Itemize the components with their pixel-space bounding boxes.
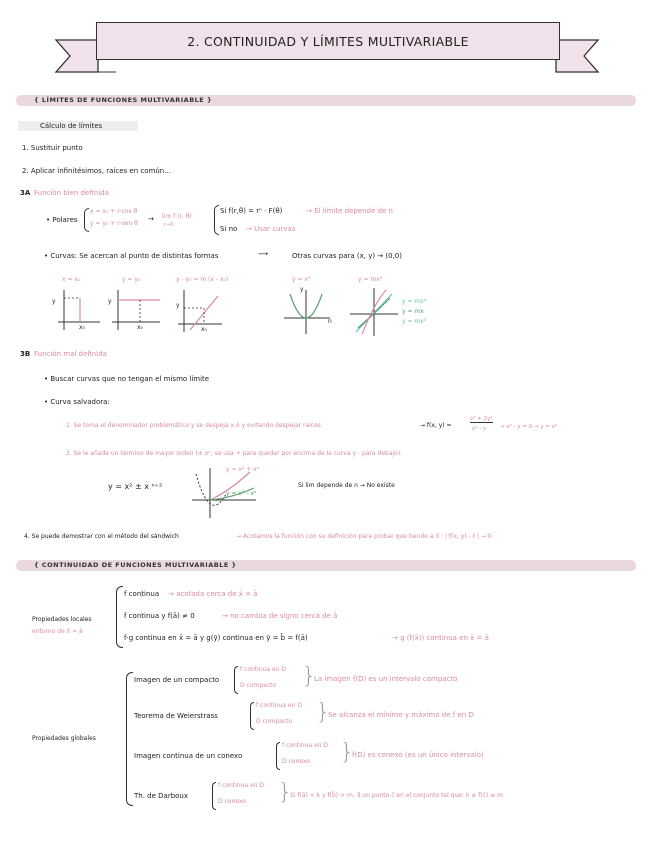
- global-b-close: }: [316, 700, 330, 725]
- global-c-close: }: [340, 740, 354, 765]
- axis-y-2: y: [108, 298, 112, 305]
- axis-n: n: [328, 318, 332, 325]
- step-3b-number: 3B: [20, 350, 31, 358]
- global-a-res: La imagen f(D) es un intervalo compacto: [314, 675, 458, 683]
- local-2: f continua y f(ā) ≠ 0: [124, 612, 195, 620]
- global-c-res: f(D) es conexo (es un único intervalo): [352, 751, 484, 759]
- legend-2: y = mx: [402, 308, 424, 315]
- graph-label-4: y = x²: [292, 276, 311, 283]
- step-2: 2. Aplicar infinitésimos, raíces en común...: [22, 167, 171, 175]
- global-c-brace: [276, 742, 280, 770]
- local-3: f·g continua en x̄ = ā y g(ȳ) continua en ȳ = b̄ = f(ā): [124, 634, 308, 642]
- salvadora-1-f: → f(x, y) =: [420, 422, 452, 429]
- graph-label-3: y - y₀ = m (x - x₀): [176, 276, 229, 283]
- sino-condition: Si no: [220, 225, 238, 233]
- section-bar-limites: { LÍMITES DE FUNCIONES MULTIVARIABLE }: [16, 95, 636, 106]
- axis-x0-1: x₀: [79, 324, 85, 331]
- prop-globales: Propiedades globales: [32, 735, 96, 742]
- global-d-close: }: [278, 780, 292, 805]
- si-condition: Si f(r,θ) = rⁿ · F(θ): [220, 207, 283, 215]
- si-lim-depende: Si lim depende de n → No existe: [298, 482, 395, 489]
- polares-brace: [84, 208, 89, 232]
- axis-x0-2: x₀: [137, 324, 143, 331]
- page-title: 2. CONTINUIDAD Y LÍMITES MULTIVARIABLE: [187, 34, 469, 49]
- sino-result: → Usar curvas: [246, 225, 296, 233]
- global-d-res: Si f(ā) < k y f(b̄) > m, ∃ un punto c̄ en el conjunto tal que: k ≤ f(c̄) ≤ m: [290, 792, 503, 799]
- globales-brace: [126, 672, 133, 806]
- legend-1: y = mx⁴: [402, 298, 427, 305]
- si-result: → El límite depende de n: [306, 207, 393, 215]
- salvadora-1-num: x⁴ + 2y²: [470, 416, 493, 422]
- salvadora-1-res: → x² - y = 0 → y = x²: [500, 424, 558, 430]
- polares-lim: lim f (r, θ): [162, 213, 192, 220]
- global-c-c1: f continua en D: [282, 742, 329, 749]
- global-a-close: }: [302, 664, 316, 689]
- calc-heading: Cálculo de límites: [40, 122, 103, 130]
- polares-y: y = y₀ + r·sen θ: [90, 220, 138, 227]
- curve-plus-label: y = x² + xⁿ: [226, 466, 260, 473]
- local-2-res: → no cambia de signo cerca de ā: [222, 612, 338, 620]
- polares-x: x = x₀ + r·cos θ: [90, 208, 138, 215]
- axis-y-1: y: [52, 298, 56, 305]
- title-ribbon: [96, 22, 560, 60]
- graph-label-5: y = mx²: [358, 276, 383, 283]
- salvadora-1: 1. Se toma el denominador problemático y se despeja x ó y evitando despejar raíces: [66, 422, 321, 429]
- arrow: →: [148, 215, 154, 223]
- salvadora-1-den: x² - y: [472, 426, 487, 432]
- local-1-res: → acotada cerca de x̄ = ā: [168, 590, 258, 598]
- otras-curvas: Otras curvas para (x, y) → (0,0): [292, 252, 402, 260]
- global-b: Teorema de Weierstrass: [134, 712, 218, 720]
- long-arrow: ⟶: [258, 250, 269, 258]
- global-a-c1: f continua en D: [240, 666, 287, 673]
- axis-x0-3: x₀: [201, 326, 207, 333]
- step-1: 1. Sustituir punto: [22, 144, 83, 152]
- graph-label-1: x = x₀: [62, 276, 81, 283]
- global-d-c1: f continua en D: [218, 782, 265, 789]
- step-4-detail: → Acotamos la función con su definición para probar que tiende a 0 : | f(x, y) - ℓ | → 0: [236, 533, 492, 540]
- si-brace: [214, 205, 219, 235]
- global-b-brace: [250, 702, 254, 730]
- local-1: f continua: [124, 590, 160, 598]
- curva-salvadora: • Curva salvadora:: [44, 398, 110, 406]
- curve-minus-label: y = x² - xⁿ: [226, 490, 257, 497]
- step-4: 4. Se puede demostrar con el método del sándwich: [24, 533, 179, 540]
- step-3a-number: 3A: [20, 189, 31, 197]
- legend-3: y = mx³: [402, 318, 427, 325]
- local-3-res: → g (f(x̄)) continua en x̄ = ā: [392, 634, 489, 642]
- global-a-brace: [234, 666, 238, 694]
- global-d-c2: D conexo: [218, 798, 246, 805]
- curvas-text: • Curvas: Se acercan al punto de distintas formas: [44, 252, 219, 260]
- step-3a-title: Función bien definida: [34, 189, 109, 197]
- graph-label-2: y = y₀: [122, 276, 141, 283]
- global-c-c2: D conexo: [282, 758, 310, 765]
- global-b-c2: D compacto: [256, 718, 293, 725]
- locales-brace: [116, 586, 123, 648]
- global-d: Th. de Darboux: [134, 792, 189, 800]
- axis-y-4: y: [300, 286, 304, 293]
- global-b-c1: f continua en D: [256, 702, 303, 709]
- global-c: Imagen continua de un conexo: [134, 752, 243, 760]
- salvadora-2: 2. Se le añade un término de mayor orden (± xⁿ, se usa + para quedar por encima de la curva y - para debajo).: [66, 450, 403, 457]
- polares-lim-sub: r→0: [164, 222, 174, 228]
- equation: y = x² ± x ⁿ⁺²: [108, 482, 163, 491]
- axis-y-3: y: [176, 302, 180, 309]
- global-b-res: Se alcanza el mínimo y máximo de f en D: [328, 711, 474, 719]
- polares-label: • Polares: [46, 216, 78, 224]
- global-a-c2: D compacto: [240, 682, 277, 689]
- prop-locales: Propiedades locales: [32, 616, 92, 623]
- step-3b-title: Función mal definida: [34, 350, 107, 358]
- global-d-brace: [212, 782, 216, 810]
- global-a: Imagen de un compacto: [134, 676, 220, 684]
- section-bar-continuidad: { CONTINUIDAD DE FUNCIONES MULTIVARIABLE }: [16, 560, 636, 571]
- prop-locales-sub: entorno de x̄ = ā: [32, 628, 83, 635]
- buscar-curvas: • Buscar curvas que no tengan el mismo límite: [44, 375, 210, 383]
